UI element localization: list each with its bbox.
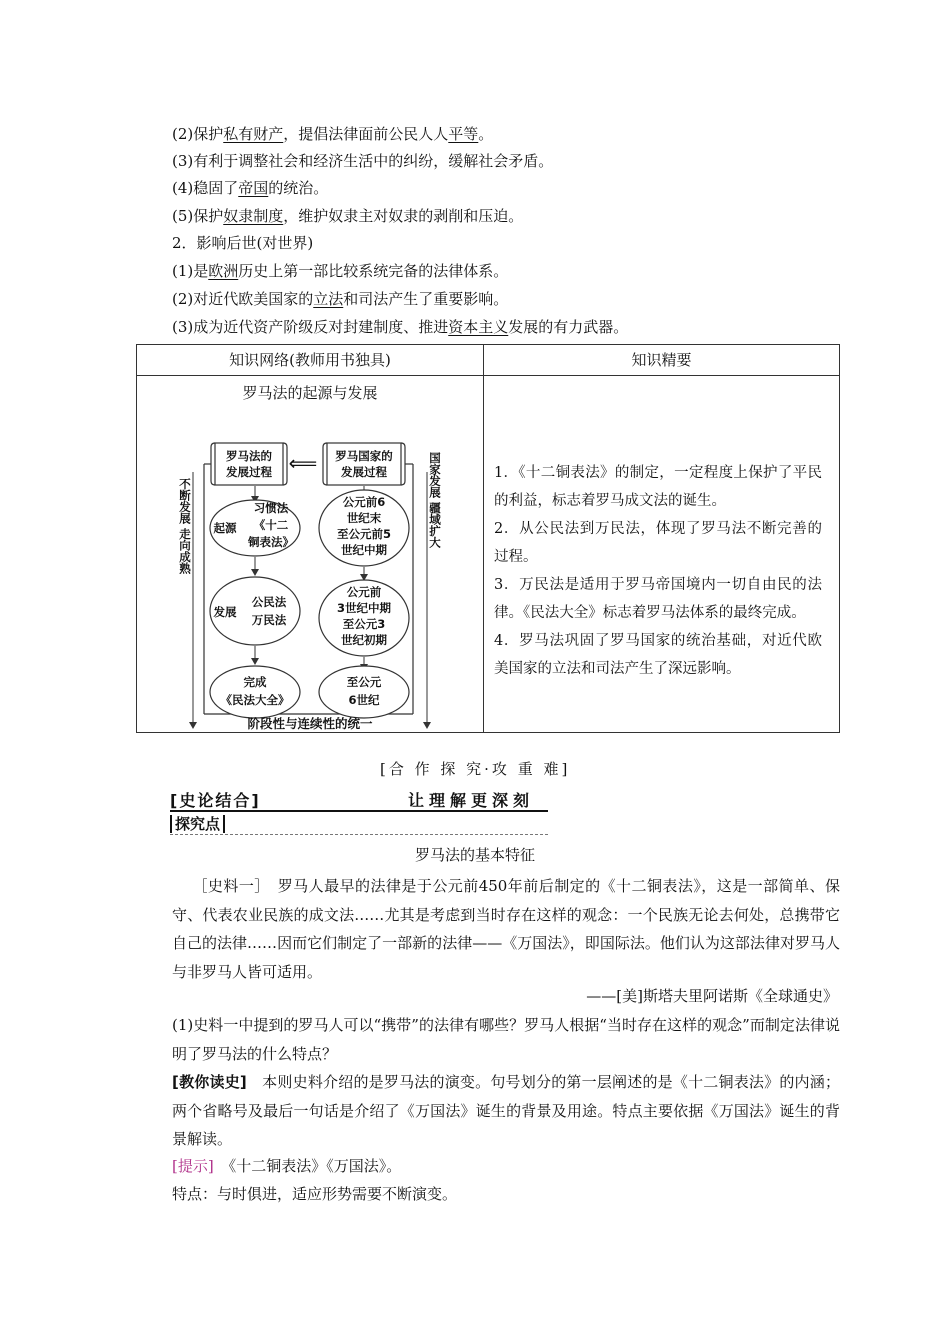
point-5: (5)保护奴隶制度，维护奴隶主对奴隶的剥削和压迫。: [172, 207, 524, 225]
table-header-right: 知识精要: [484, 345, 840, 376]
tishi-tag: [提示]: [172, 1157, 214, 1175]
right-side-label: 国家发展 疆域扩大: [428, 451, 442, 549]
svg-text:至公元前5: 至公元前5: [336, 527, 392, 541]
stage3-item2: 《民法大全》: [220, 693, 290, 707]
stage2-label: 发展: [213, 605, 237, 619]
diagram-title: 罗马法的起源与发展: [242, 384, 378, 402]
svg-text:至公元: 至公元: [346, 675, 382, 689]
jiaoni-text: 本则史料介绍的是罗马法的演变。句号划分的第一层阐述的是《十二铜表法》的内涵；两个省略号及最后一句话是介绍了《万国法》诞生的背景及用途。特点主要依据《万国法》诞生的背景解读。: [172, 1073, 840, 1148]
svg-text:6世纪: 6世纪: [348, 693, 380, 707]
stage3-item1: 完成: [243, 675, 267, 689]
time-origin: [319, 490, 409, 566]
knowledge-point-4: 4．罗马法巩固了罗马国家的统治基础，对近代欧美国家的立法和司法产生了深远影响。: [494, 633, 822, 677]
stage-completion: [210, 666, 300, 718]
jiaoni-tag: [教你读史]: [172, 1073, 247, 1091]
knowledge-points: [494, 459, 822, 683]
point-2: (2)保护私有财产，提倡法律面前公民人人平等。: [172, 125, 494, 143]
left-side-label: 不断发展 走向成熟: [178, 477, 192, 575]
left-scroll-line1: 罗马法的: [226, 449, 272, 463]
knowledge-diagram-cell: [137, 376, 484, 733]
svg-text:公元前6: 公元前6: [342, 495, 386, 509]
time-development: [319, 580, 409, 656]
material-tag: ［史料一］: [192, 877, 263, 895]
table-header-left: 知识网络(教师用书独具): [137, 345, 484, 376]
feature-line: 特点：与时俱进，适应形势需要不断演变。: [172, 1185, 458, 1203]
stage1-item2: 《十二: [253, 518, 289, 532]
stage1-item1: 习惯法: [253, 501, 289, 515]
diagram-bottom-label: 阶段性与连续性的统一: [247, 716, 373, 731]
tishi-text: 《十二铜表法》《万国法》。: [213, 1157, 402, 1175]
question-1: (1)史料一中提到的罗马人可以“携带”的法律有哪些？罗马人根据“当时存在这样的观念”而制定法律说明了罗马法的什么特点？: [172, 1016, 840, 1063]
material-paragraph: [172, 872, 840, 986]
knowledge-point-1: 1．《十二铜表法》的制定，一定程度上保护了平民的利益，标志着罗马成文法的诞生。: [494, 465, 822, 509]
material-text: 罗马人最早的法律是于公元前450年前后制定的《十二铜表法》，这是一部简单、保守、代表农业民族的成文法……尤其是考虑到当时存在这样的观念：一个民族无论去何处，总携带它自己的法律……因而它们制定了一部新的法律——《万国法》，即国际法。他们认为这部法律对罗马人与非罗马人皆可适用。: [172, 877, 840, 981]
left-scroll-line2: 发展过程: [226, 465, 272, 479]
stage1-label: 起源: [213, 521, 237, 535]
stage-origin: [210, 500, 300, 556]
jiaoni-paragraph: [172, 1068, 840, 1154]
svg-text:世纪中期: 世纪中期: [341, 543, 387, 557]
shilun-label: [史论结合]: [170, 791, 261, 810]
topic-title: 罗马法的基本特征: [414, 846, 535, 864]
knowledge-table: [136, 344, 840, 733]
svg-text:世纪末: 世纪末: [346, 511, 382, 525]
stage2-item2: 万民法: [251, 613, 287, 627]
heading-influence: 2．影响后世(对世界): [172, 234, 314, 252]
influence-3: (3)成为近代资产阶级反对封建制度、推进资本主义发展的有力武器。: [172, 318, 629, 336]
influence-1: (1)是欧洲历史上第一部比较系统完备的法律体系。: [172, 262, 509, 280]
shilun-bar: [170, 788, 548, 812]
right-scroll-line2: 发展过程: [341, 465, 387, 479]
time-completion: [319, 666, 409, 718]
knowledge-point-3: 3．万民法是适用于罗马帝国境内一切自由民的法律。《民法大全》标志着罗马法体系的最终完成。: [494, 577, 822, 621]
shilun-slogan: 让理解更深刻: [408, 791, 535, 810]
section-header: [合 作 探 究·攻 重 难]: [380, 760, 571, 778]
knowledge-point-2: 2．从公民法到万民法，体现了罗马法不断完善的过程。: [494, 521, 822, 565]
influence-2: (2)对近代欧美国家的立法和司法产生了重要影响。: [172, 290, 509, 308]
svg-text:公元前: 公元前: [346, 585, 382, 599]
tishi-line: [172, 1152, 840, 1181]
knowledge-diagram: [137, 376, 483, 732]
right-scroll: [323, 443, 405, 485]
tanjiu-label: 探究点: [170, 815, 225, 833]
svg-text:世纪初期: 世纪初期: [341, 633, 387, 647]
left-arrow-icon: ⟸: [288, 451, 318, 475]
stage-development: [210, 577, 300, 645]
dashed-divider: [170, 834, 548, 835]
svg-text:3世纪中期: 3世纪中期: [336, 601, 392, 615]
material-source: ——[美]斯塔夫里阿诺斯《全球通史》: [586, 987, 838, 1005]
svg-text:至公元3: 至公元3: [342, 617, 386, 631]
stage2-item1: 公民法: [251, 595, 287, 609]
point-4: (4)稳固了帝国的统治。: [172, 179, 329, 197]
point-3: (3)有利于调整社会和经济生活中的纠纷，缓解社会矛盾。: [172, 152, 554, 170]
right-scroll-line1: 罗马国家的: [335, 449, 393, 463]
stage1-item3: 铜表法》: [248, 535, 294, 549]
knowledge-points-cell: [484, 376, 840, 733]
left-scroll: [211, 443, 287, 485]
